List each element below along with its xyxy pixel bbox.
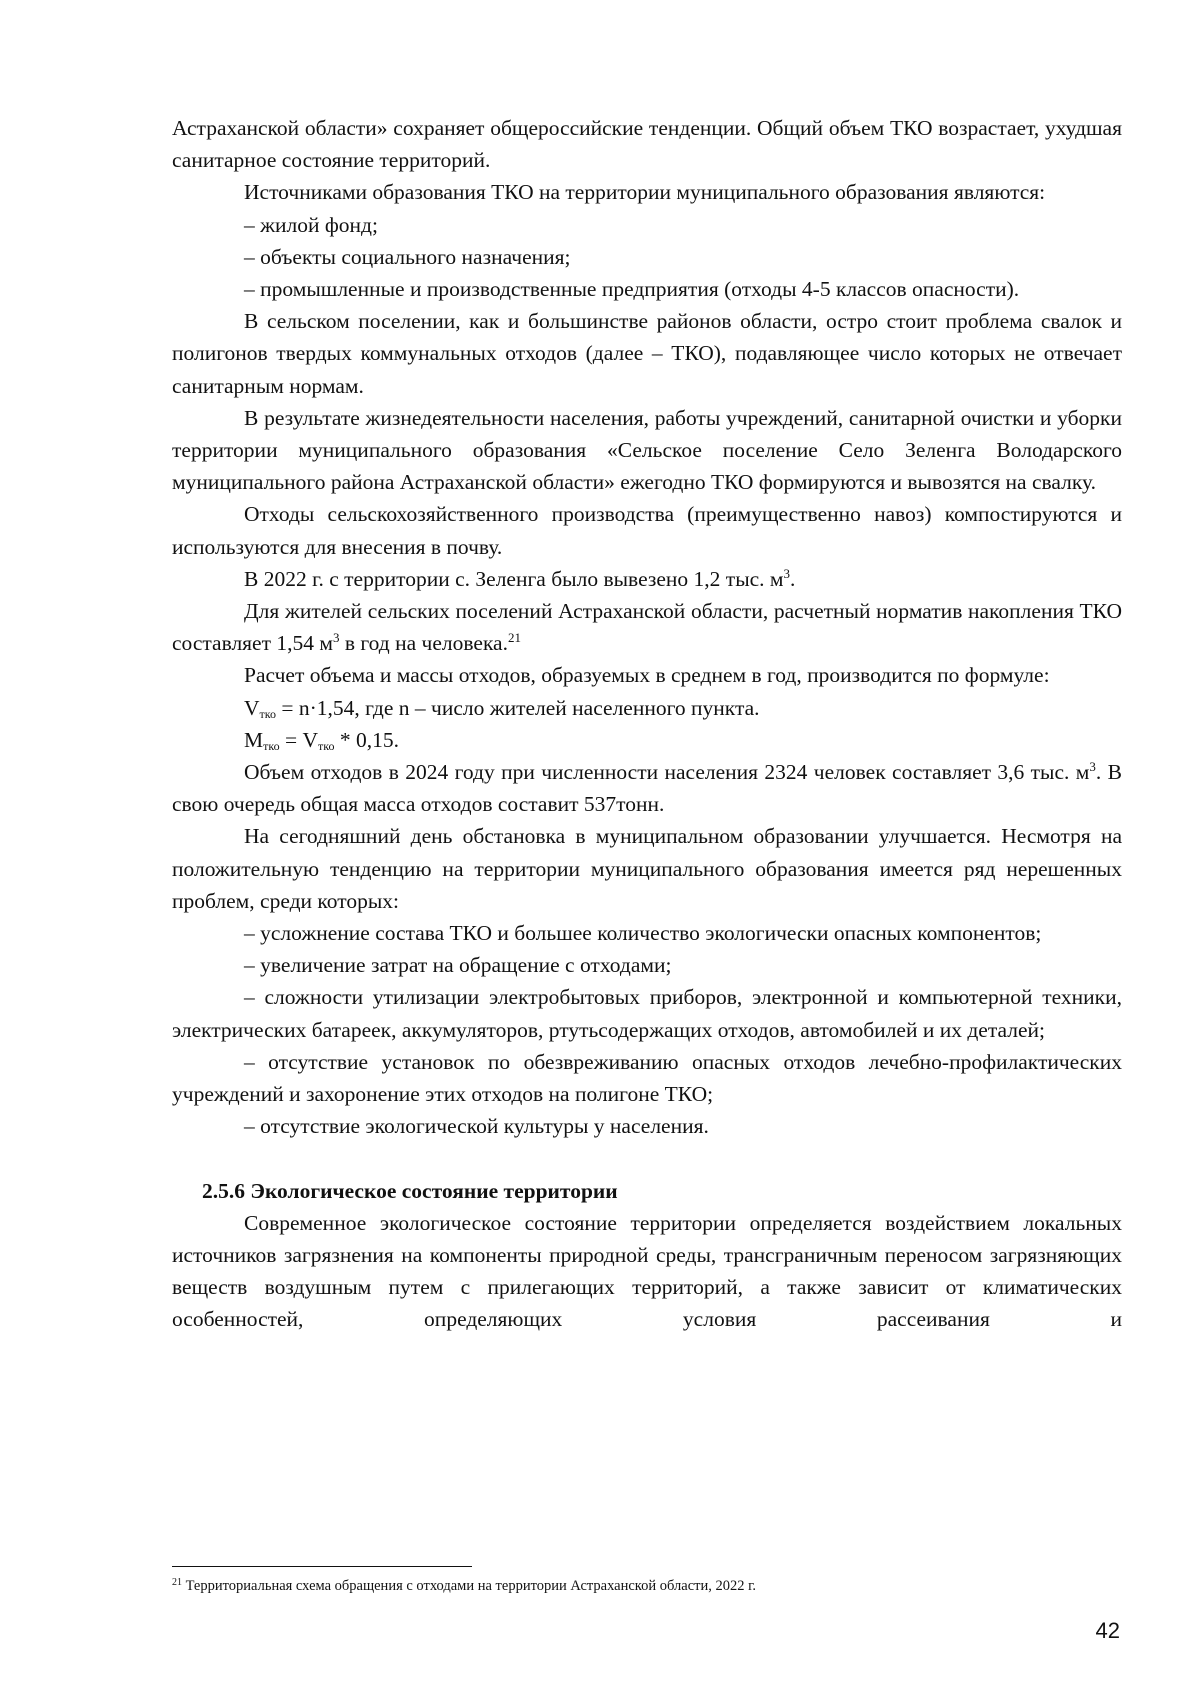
superscript: 3 — [332, 630, 340, 646]
paragraph-2: Источниками образования ТКО на территории муниципального образования являются: — [244, 180, 1046, 205]
paragraph-7-text: Для жителей сельских поселений Астраханской области, расчетный норматив накопления ТКО составляет 1,54 м — [172, 599, 1122, 656]
list-item: – сложности утилизации электробытовых приборов, электронной и компьютерной техники, электрических батареек, аккумуляторов, ртутьсодержащих отходов, автомобилей и их деталей; — [172, 985, 1122, 1042]
paragraph-8: Расчет объема и массы отходов, образуемых в среднем в год, производится по формуле: — [244, 663, 1050, 688]
subscript: тко — [318, 738, 335, 753]
paragraph-4: В результате жизнедеятельности населения, работы учреждений, санитарной очистки и уборки территории муниципального образования «Сельское поселение Село Зеленга Володарского муниципального района Астраханской области» ежегодно ТКО формируются и вывозятся на свалку. — [172, 405, 1122, 495]
paragraph-7 — [172, 595, 1122, 659]
paragraph-6-end: . — [790, 566, 796, 591]
formula-volume — [172, 692, 1122, 724]
page-number: 42 — [1095, 1618, 1120, 1643]
paragraph-1: Астраханской области» сохраняет общероссийские тенденции. Общий объем ТКО возрастает, ухудшая санитарное состояние территорий. — [172, 116, 1122, 173]
subscript: тко — [263, 738, 280, 753]
formula-eq: = V — [279, 727, 318, 752]
paragraph-11: Современное экологическое состояние территории определяется воздействием локальных источников загрязнения на компоненты природной среды, трансграничным переносом загрязняющих веществ воздушным путем с прилегающих территорий, а также зависит от климатических особенностей, определяющих условия рассеивания и — [172, 1210, 1122, 1332]
paragraph-9-end: . В свою очередь общая масса отходов составит 537тонн. — [172, 760, 1122, 817]
section-heading: 2.5.6 Экологическое состояние территории — [202, 1178, 618, 1203]
paragraph-3: В сельском поселении, как и большинстве районов области, остро стоит проблема свалок и полигонов твердых коммунальных отходов (далее – ТКО), подавляющее число которых не отвечает санитарным нормам. — [172, 309, 1122, 398]
superscript: 3 — [1089, 759, 1096, 775]
paragraph-9 — [172, 756, 1122, 820]
list-item: – увеличение затрат на обращение с отходами; — [244, 953, 672, 978]
list-item: – промышленные и производственные предприятия (отходы 4-5 классов опасности). — [244, 277, 1020, 302]
paragraph-10: На сегодняшний день обстановка в муниципальном образовании улучшается. Несмотря на положительную тенденцию на территории муниципального образования имеется ряд нерешенных проблем, среди которых: — [172, 824, 1122, 913]
list-item: – отсутствие экологической культуры у населения. — [244, 1114, 709, 1139]
paragraph-7-mid: в год на человека. — [339, 631, 508, 656]
formula-mass-rest: * 0,15. — [334, 727, 399, 752]
paragraph-5: Отходы сельскохозяйственного производства (преимущественно навоз) компостируются и используются для внесения в почву. — [172, 502, 1122, 559]
paragraph-6-text: В 2022 г. с территории с. Зеленга было вывезено 1,2 тыс. м — [244, 566, 784, 591]
paragraph-9-text: Объем отходов в 2024 году при численности населения 2324 человек составляет 3,6 тыс. м — [244, 760, 1090, 785]
paragraph-6 — [172, 563, 1122, 595]
footnote-text: Территориальная схема обращения с отходами на территории Астраханской области, 2022 г. — [182, 1578, 757, 1594]
footnote-divider — [172, 1566, 472, 1567]
list-item: – отсутствие установок по обезвреживанию опасных отходов лечебно-профилактических учреждений и захоронение этих отходов на полигоне ТКО; — [172, 1049, 1122, 1107]
subscript: тко — [259, 706, 276, 721]
formula-v: V — [244, 695, 260, 720]
formula-m: M — [244, 727, 264, 752]
footnote — [172, 1576, 1122, 1596]
formula-mass — [172, 724, 1122, 756]
superscript: 3 — [783, 565, 791, 581]
footnote-reference: 21 — [507, 630, 521, 646]
list-item: – жилой фонд; — [244, 212, 378, 237]
page-body — [172, 112, 1122, 1335]
list-item: – усложнение состава ТКО и большее количество экологически опасных компонентов; — [244, 921, 1042, 946]
formula-volume-rest: = n·1,54, где n – число жителей населенного пункта. — [276, 695, 760, 720]
footnote-marker: 21 — [172, 1577, 182, 1588]
list-item: – объекты социального назначения; — [244, 244, 571, 269]
